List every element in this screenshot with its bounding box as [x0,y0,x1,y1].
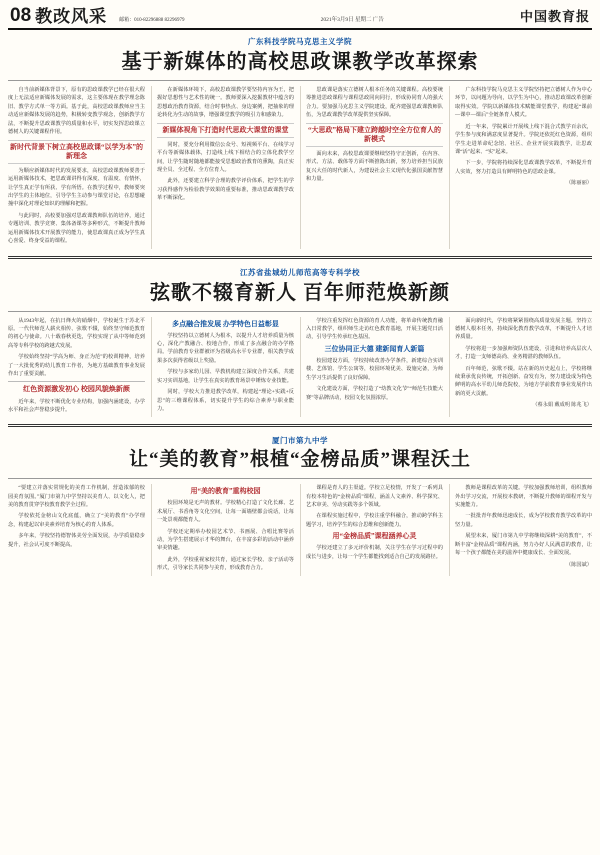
article-1-org: 广东科技学院马克思主义学院 [248,37,352,46]
paragraph: 在新媒体环境下，高校思政课教学要坚持内容为王，把握好思想性与艺术性的统一。教师要深入挖掘教材中蕴含的思想政治教育资源，结合时事热点、身边案例，把抽象的理论转化为生动的故事，增强课堂教学的吸引力和感染力。 [157,87,294,119]
article-3-subhead-1: 用“美的教育”重构校园 [190,487,261,496]
article-1-subhead-1: 新时代背景下树立高校思政课“以学为本”的新理念 [8,140,145,164]
article-separator [8,256,592,259]
article-separator [8,424,592,427]
paragraph: 一批批青年教师迅速成长，成为学校教育教学改革的中坚力量。 [455,513,592,528]
article-2-col-3 [300,317,443,418]
paragraph: 下一步，学院将持续深化思政课教学改革，不断提升育人实效，努力打造具有鲜明特色的思政金课。 [455,160,592,175]
paragraph: 为顺应新媒体时代的发展要求，高校思政课教师要善于运用新媒体技术，把思政课讲得有深度、有温度、有情怀，让学生真正学有所获、学有所悟。在教学过程中，教师要突出学生的主体地位，引导学生主动参与课堂讨论，在思想碰撞中深化对理论知识的理解和把握。 [8,167,145,208]
article-1-lead: 自当前新媒体背景下，原有的思政课教学已经在很大程度上无法适应新媒体发展的需求，这主要体现在教学理念陈旧、教学方式单一等方面。基于此，高校思政课教师应当主动适应新媒体发展的趋势，积极转变教学观念，创新教学方法，不断提升思政课教学的质量和水平，切实发挥思政课立德树人的关键课程作用。 [8,87,145,136]
paragraph: 学校还定期举办校园艺术节、书画展、合唱比赛等活动，为学生搭建展示才华的舞台，在丰富多彩的活动中涵养审美情趣。 [157,528,294,552]
paragraph: 多年来，学校坚持德智体美劳全面发展，办学质量稳步提升，社会认可度不断提高。 [8,533,145,548]
paragraph: 在课程实施过程中，学校注重学科融合，推动跨学科主题学习，培养学生的综合思维和创新能力。 [306,513,443,528]
article-1-byline: （陈丽丽） [566,180,592,187]
article-1-col-1 [8,86,145,249]
article-3 [8,429,592,575]
divider [8,311,592,312]
paragraph: 文化建设方面，学校打造了“幼教文化节”“师范生技能大赛”等品牌活动，校园文化氛围浓厚。 [306,386,443,401]
divider [8,80,592,81]
page-number: 08 [10,5,32,26]
paragraph: 同时，要充分利用微信公众号、短视频平台、在线学习平台等新媒体载体，打造线上线下相结合的立体化教学空间，让学生随时随地都能接受思想政治教育的熏陶，真正实现全员、全过程、全方位育人。 [157,141,294,174]
article-2-byline: （蔡永娟 戴成明 陈兆飞） [532,402,592,409]
article-1 [8,30,592,249]
paragraph: 学校还建立了多元评价机制，关注学生在学习过程中的成长与进步，让每一个学生都能找到适合自己的发展路径。 [306,545,443,560]
article-3-title: 让“美的教育”根植“金榜品质”课程沃土 [128,449,471,471]
masthead [8,0,592,30]
article-1-col-3 [300,86,443,249]
article-3-col-2 [151,484,294,575]
article-2-subhead-3: 红色资源激发初心 校园风貌焕新颜 [23,385,130,394]
paragraph: 课程是育人的主渠道。学校立足校情，开发了一系列具有校本特色的“金榜品质”课程，涵盖人文素养、科学探究、艺术审美、劳动实践等多个领域。 [306,485,443,509]
paragraph: 百年师范，弦歌不辍。站在新的历史起点上，学校将继续秉承优良传统，开拓创新、奋发有为，努力建设成为特色鲜明的高水平幼儿师范院校，为地方学前教育事业发展作出新的更大贡献。 [455,365,592,397]
paragraph: “要建立并落实常规化的美育工作机制，营造浓郁的校园美育氛围。”厦门市第九中学坚持以美育人、以文化人，把美的教育贯穿学校教育教学全过程。 [8,485,145,509]
article-2-columns [8,317,592,418]
article-2-title: 弦歌不辍育新人 百年师范焕新颜 [150,281,450,304]
article-3-subhead-2: 用“金榜品质”课程涵养心灵 [332,532,417,541]
article-3-col-4 [449,484,592,575]
article-2 [8,261,592,418]
article-2-subhead-2: 三位协同正大德 建新闻育人新篇 [324,344,425,353]
article-1-columns [8,86,592,249]
masthead-date: 2021年3月9日 星期二 广告 [320,17,384,23]
article-2-subhead-1: 多点融合推发展 办学特色日益彰显 [172,319,279,328]
paper-name: 中国教育报 [519,9,590,24]
paragraph: 学校将进一步加强师资队伍建设，引进和培养高层次人才，打造一支师德高尚、业务精湛的教师队伍。 [455,345,592,361]
divider [8,478,592,479]
paragraph: 学校坚持以立德树人为根本，以提升人才培养质量为核心，深化产教融合、校地合作，形成了多点融合的办学格局。学前教育专业群被评为省级高水平专业群，相关教学成果多次获得省级以上奖励。 [157,332,294,364]
paragraph: 学校依托金榜山文化底蕴，确立了“美的教育”办学理念，构建起以审美素养培育为核心的育人体系。 [8,513,145,528]
article-3-org: 厦门市第九中学 [272,436,328,446]
article-2-col-2 [151,317,294,418]
section-title: 教改风采 [35,7,108,26]
article-1-subhead-3: “大思政”格局下建立跨越时空全方位育人的新模式 [306,123,443,147]
article-3-col-3 [300,484,443,575]
paragraph: 学校注重发挥红色资源的育人功能，将革命传统教育融入日常教学，组织师生走访红色教育基地，开展主题党日活动，引导学生传承红色基因。 [306,317,443,341]
paragraph: 校园建设方面，学校持续改善办学条件，新建综合实训楼、艺体馆、学生公寓等，校园环境优美、设施完备，为师生学习生活提供了良好保障。 [306,357,443,381]
article-1-col-2 [151,86,294,249]
masthead-left [10,6,185,25]
paragraph: 面向新时代，学校将紧紧围绕高质量发展主题，坚持立德树人根本任务，持续深化教育教学改革，不断提升人才培养质量。 [455,317,592,341]
masthead-contact-line1: 邮箱：010-82296888 82296979 [119,17,185,23]
article-1-title: 基于新媒体的高校思政课教学改革探索 [121,51,479,73]
paragraph: 近年来，学校不断优化专业结构，加强内涵建设，办学水平和社会声誉稳步提升。 [8,398,145,413]
masthead-contact [119,17,184,26]
paragraph: 从1943年起，在抗日烽火的硝烟中，学校诞生于苏北平原。一代代师范人薪火相传、弦歌不辍，始终坚守师范教育的初心与使命。八十载春秋更迭，学校实现了从中等师范到高等专科学校的跨越式发展。 [8,317,145,349]
paragraph: 广东科技学院马克思主义学院坚持把立德树人作为中心环节，以问题为导向，以学生为中心，推动思政课改革创新取得实效。学院以新媒体技术赋能课堂教学，构建起“课前—课中—课后”全链条育人模式。 [455,87,592,119]
paragraph: 近一年来，学院累计开展线上线下混合式教学百余次，学生参与度和满意度显著提升。学院还依托红色资源，组织学生走进革命纪念馆、社区、企业开展实践教学，让思政课“活”起来、“实”起来。 [455,123,592,155]
article-2-col-1 [8,317,145,418]
article-2-org: 江苏省盐城幼儿师范高等专科学校 [240,267,360,277]
paragraph: 面向未来，高校思政课要继续坚持守正创新，在内容、形式、方法、载体等方面不断推陈出新，努力培养担当民族复兴大任的时代新人，为建设社会主义现代化强国贡献智慧和力量。 [306,150,443,183]
paragraph: 此外，还要建立科学合理的教学评价体系，把学生的学习获得感作为检验教学效果的重要标准，推动思政课教学改革不断深化。 [157,178,294,202]
article-3-columns [8,484,592,575]
article-2-col-4 [449,317,592,418]
paragraph: 教师是课程改革的关键。学校加强教师培训，组织教师外出学习交流，开展校本教研，不断提升教师的课程开发与实施能力。 [455,485,592,509]
paragraph: 与此同时，高校要加强对思政课教师队伍的培养，通过专题培训、教学竞赛、集体备课等多种形式，不断提升教师运用新媒体技术开展教学的能力，使思政课真正成为学生真心喜爱、终身受益的课程。 [8,212,145,245]
article-3-byline: （陈国斌） [566,561,592,568]
paragraph: 校园环境是无声的教材。学校精心打造了文化长廊、艺术展厅、书香角等文化空间，让每一面墙壁都会说话，让每一处景观都能育人。 [157,500,294,524]
article-1-subhead-2: 新媒体视角下打造时代思政大课堂的课堂 [157,123,294,138]
paragraph: 展望未来，厦门市第九中学将继续深耕“美的教育”，不断丰富“金榜品质”课程内涵，努力办好人民满意的教育，让每一个孩子都能在美的滋养中健康成长、全面发展。 [455,533,592,557]
paragraph: 此外，学校重视家校共育，通过家长学校、亲子活动等形式，引导家长共同参与美育，形成教育合力。 [157,556,294,572]
paragraph: 思政课是落实立德树人根本任务的关键课程。高校要统筹推进思政课程与课程思政同向同行，形成协同育人的强大合力。要加强马克思主义学院建设，配齐建强思政课教师队伍，为思政课教学改革提供坚实保障。 [306,87,443,119]
article-1-col-4 [449,86,592,249]
divider [8,381,145,382]
article-3-col-1 [8,484,145,575]
paragraph: 同时，学校大力推进教学改革，构建起“理论+实践+反思”的三维课程体系，切实提升学生的综合素养与职业能力。 [157,389,294,412]
paragraph: 学校始终坚持“学高为师、身正为范”的校训精神，培养了一大批优秀的幼儿教育工作者，为地方基础教育事业发展作出了重要贡献。 [8,354,145,378]
paragraph: 学校与多家幼儿园、早教机构建立深度合作关系，共建实习实训基地，让学生在真实的教育场景中锤炼专业技能。 [157,369,294,384]
